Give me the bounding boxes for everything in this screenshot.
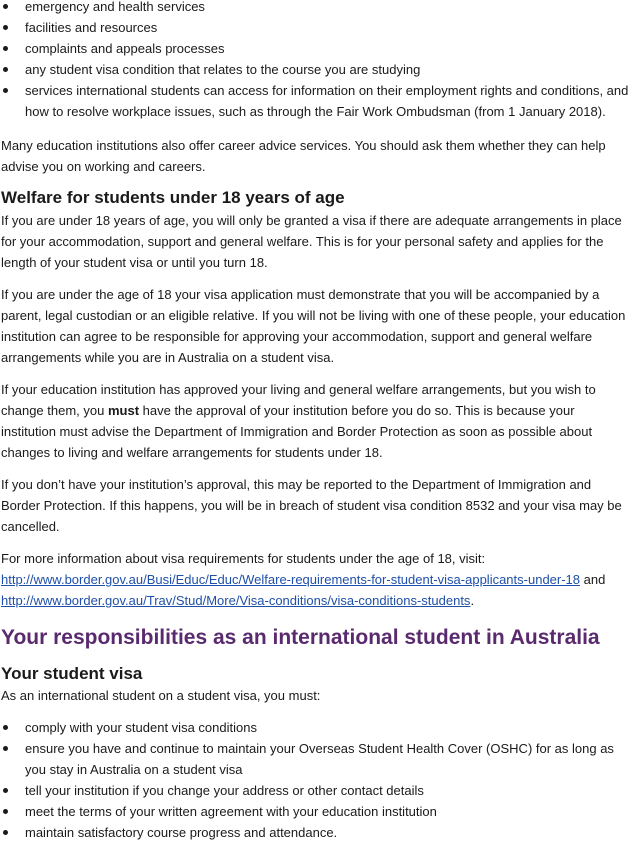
list-item: ensure you have and continue to maintain your Overseas Student Health Cover (OSHC) for as long as you stay in Australia on a student visa	[1, 738, 633, 780]
list-item: tell your institution if you change your address or other contact details	[1, 780, 633, 801]
welfare-paragraph-4: If you don’t have your institution’s approval, this may be reported to the Department of Immigration and Border Protection. If this happens, you will be in breach of student visa condition 8532 and your visa may be cancelled.	[1, 477, 622, 534]
text: and	[580, 572, 606, 587]
list-item: emergency and health services	[1, 0, 633, 17]
welfare-paragraph-2: If you are under the age of 18 your visa application must demonstrate that you will be accompanied by a parent, legal custodian or an eligible relative. If you will not be living with one of these people, your education institution can agree to be responsible for approving your accommodation, support and general welfare arrangements while you are in Australia on a student visa.	[1, 287, 626, 365]
list-item: meet the terms of your written agreement with your education institution	[1, 801, 633, 822]
responsibilities-intro: As an international student on a student visa, you must:	[1, 688, 321, 703]
welfare-paragraph-3	[1, 379, 633, 463]
text: If your education institution has approved your living and general welfare arrangements, but you wish to change them, you	[1, 382, 596, 418]
text: .	[470, 593, 475, 608]
visa-conditions-link[interactable]: http://www.border.gov.au/Trav/Stud/More/Visa-conditions/visa-conditions-students	[1, 593, 471, 608]
list-item: complaints and appeals processes	[1, 38, 633, 59]
career-paragraph: Many education institutions also offer career advice services. You should ask them whether they can help advise you on working and careers.	[1, 138, 606, 174]
text: have the approval of your institution before you do so. This is because your institution must advise the Department of Immigration and Border Protection as soon as possible about changes to living and welfare arrangements for students under 18.	[1, 403, 593, 460]
services-list	[1, 0, 633, 122]
list-item: any student visa condition that relates to the course you are studying	[1, 59, 633, 80]
emphasis-must: must	[107, 403, 140, 418]
welfare-paragraph-1: If you are under 18 years of age, you will only be granted a visa if there are adequate arrangements in place for your accommodation, support and general welfare. This is for your personal safety and applies for the length of your student visa or until you turn 18.	[1, 213, 622, 270]
list-item: maintain satisfactory course progress and attendance.	[1, 822, 633, 843]
student-visa-heading: Your student visa	[1, 664, 143, 683]
list-item: services international students can access for information on their employment rights and conditions, and how to resolve workplace issues, such as through the Fair Work Ombudsman (from 1 January 2018).	[1, 80, 633, 122]
welfare-heading: Welfare for students under 18 years of age	[1, 188, 345, 207]
responsibilities-heading: Your responsibilities as an international student in Australia	[1, 626, 600, 649]
text: For more information about visa requirements for students under the age of 18, visit:	[1, 551, 486, 566]
list-item: facilities and resources	[1, 17, 633, 38]
list-item: comply with your student visa conditions	[1, 717, 633, 738]
responsibilities-list	[1, 717, 633, 843]
welfare-paragraph-5	[1, 548, 633, 611]
welfare-requirements-link[interactable]: http://www.border.gov.au/Busi/Educ/Educ/Welfare-requirements-for-student-visa-applicants-under-18	[1, 572, 581, 587]
